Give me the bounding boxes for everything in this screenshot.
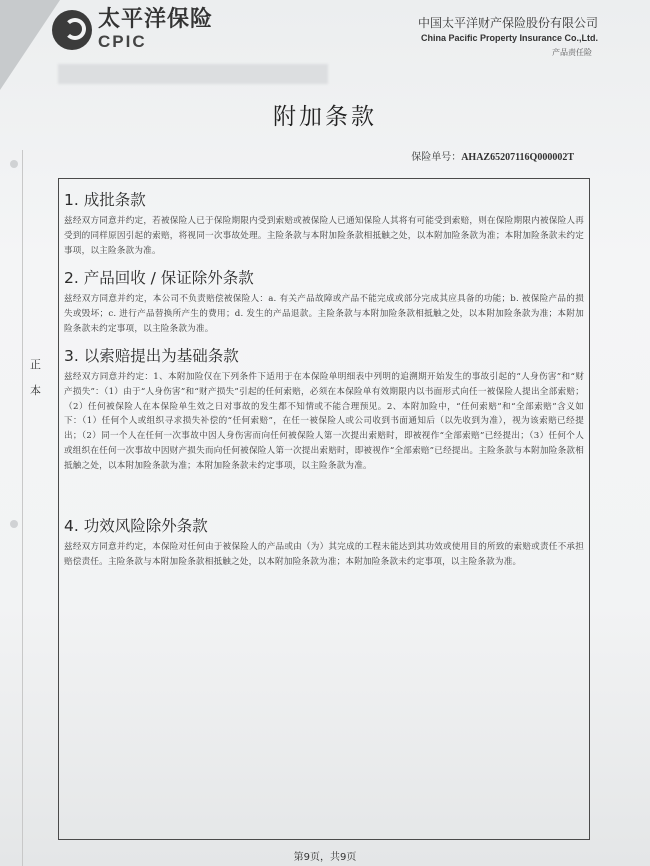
logo-text-cn: 太平洋保险 <box>98 7 214 32</box>
original-copy-label: 本 <box>30 384 41 397</box>
clause-section <box>64 346 584 474</box>
logo-text-en: CPIC <box>98 32 147 51</box>
document-title: 附加条款 <box>273 104 377 130</box>
cpic-logo-icon <box>52 10 92 50</box>
company-name-cn: 中国太平洋财产保险股份有限公司 <box>417 16 598 30</box>
clause-heading: 4. 功效风险除外条款 <box>64 517 208 535</box>
folded-corner <box>0 0 60 90</box>
page-number: 第9页，共9页 <box>293 852 357 863</box>
punch-hole <box>10 520 18 528</box>
product-line-label: 产品责任险 <box>552 48 592 57</box>
clause-section <box>64 516 584 570</box>
footer-rule <box>58 839 590 840</box>
punch-hole <box>10 160 18 168</box>
policy-number-line <box>411 148 574 163</box>
clause-body: 兹经双方同意并约定，若被保险人已于保险期限内受到索赔或被保险人已通知保险人其将有可能受到索赔，则在保险期限内被保险人再受到的同样原因引起的索赔，将视同一次事故处理。主险条款与本附加险条款相抵触之处，以本附加险条款为准；本附加险条款未约定事项，以主险条款为准。 <box>64 216 584 256</box>
policy-number-value: AHAZ65207116Q000002T <box>461 152 574 163</box>
company-name-block <box>418 14 598 43</box>
clause-body: 兹经双方同意并约定，本公司不负责赔偿被保险人：a. 有关产品故障或产品不能完成或部分完成其应具备的功能；b. 被保险产品的损失或毁坏；c. 进行产品替换所产生的费用；d. 发生的产品退款。主险条款与本附加险条款相抵触之处，以本附加险条款为准；本附加险条款未约定事项，以主险条款为准。 <box>64 294 584 334</box>
company-logo <box>52 8 213 52</box>
clause-body: 兹经双方同意并约定，本保险对任何由于被保险人的产品或由（为）其完成的工程未能达到其功效或使用目的所致的索赔或责任不承担赔偿责任。主险条款与本附加险条款相抵触之处，以本附加险条款为准；本附加险条款未约定事项，以主险条款为准。 <box>64 542 584 567</box>
clause-section <box>64 190 584 258</box>
policy-number-label: 保险单号： <box>411 152 462 163</box>
clause-section <box>64 268 584 336</box>
clause-heading: 1. 成批条款 <box>64 191 146 209</box>
company-name-en: China Pacific Property Insurance Co.,Ltd. <box>420 33 598 43</box>
binding-margin-line <box>22 150 23 866</box>
clause-heading: 2. 产品回收 / 保证除外条款 <box>64 269 254 287</box>
original-copy-label: 正 <box>30 358 41 371</box>
clause-body: 兹经双方同意并约定：1、本附加险仅在下列条件下适用于在本保险单明细表中列明的追溯期开始发生的事故引起的“人身伤害”和“财产损失”：（1）由于“人身伤害”和“财产损失”引起的任何索赔，必须在本保险单有效期限内以书面形式向任一被保险人提出全部索赔；（2）任何被保险人在本保险单生效之日对事故的发生都不知情或不能合理预见。2、本附加险中，“任何索赔”和“全部索赔”含义如下：（1）任何个人或组织寻求损失补偿的“任何索赔”，在任一被保险人或公司收到书面通知后（以先收到为准），视为该索赔已经提出；（2）同一个人在任何一次事故中因人身伤害而向任何被保险人第一次提出索赔时，即被视作“全部索赔”已经提出；（3）任何个人或组织在任何一次事故中因财产损失而向任何被保险人第一次提出索赔时，即被视作“全部索赔”已经提出。主险条款与本附加险条款相抵触之处，以本附加险条款为准；本附加险条款未约定事项，以主险条款为准。 <box>64 372 584 471</box>
clause-heading: 3. 以索赔提出为基础条款 <box>64 347 239 365</box>
redacted-area <box>58 64 328 84</box>
